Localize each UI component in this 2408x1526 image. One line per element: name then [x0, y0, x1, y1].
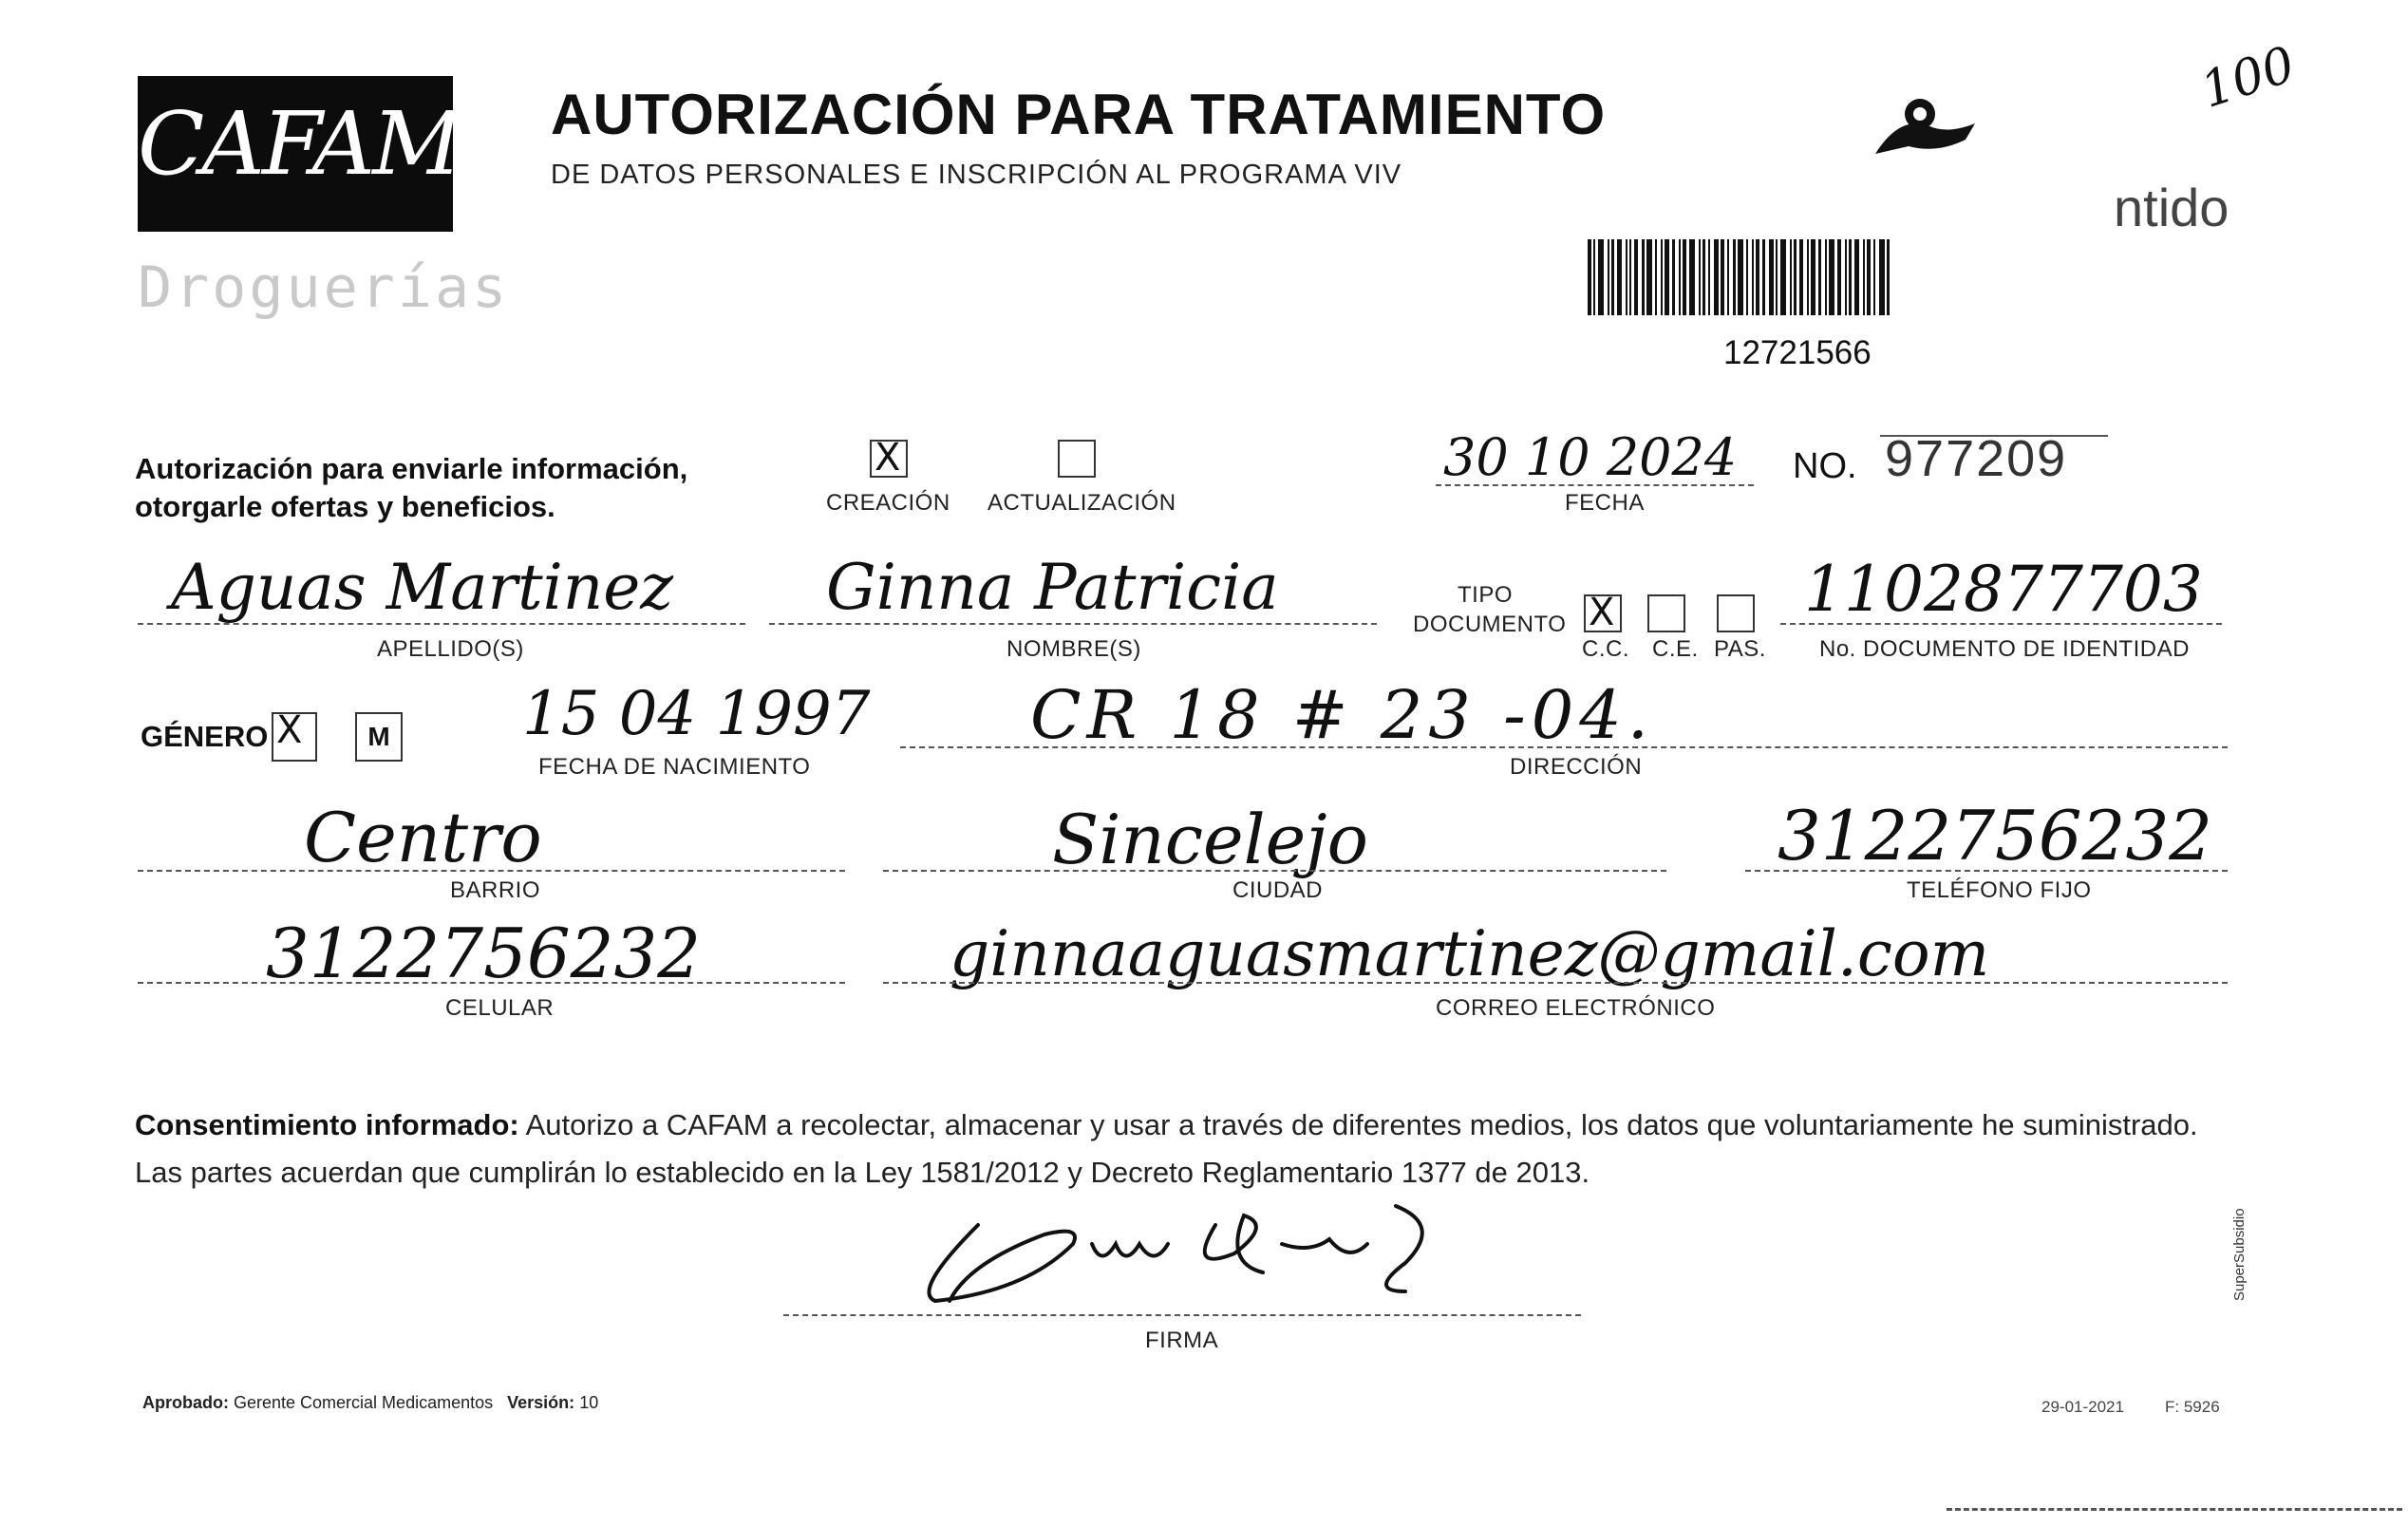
- barcode-bar: [1617, 239, 1622, 315]
- authorization-text: [135, 450, 687, 526]
- cc-checkbox[interactable]: [1584, 594, 1622, 632]
- fecha-value: 30 10 2024: [1443, 427, 1738, 487]
- celular-label: CELULAR: [445, 995, 555, 1021]
- authorization-text-line1: Autorización para enviarle información,: [135, 452, 688, 485]
- barcode-bar: [1721, 239, 1724, 315]
- viv-emblem-icon: [1871, 87, 1985, 163]
- nombres-value: Ginna Patricia: [826, 551, 1279, 624]
- barcode-bar: [1799, 239, 1803, 315]
- barcode-bar: [1611, 239, 1614, 315]
- actualizacion-label: ACTUALIZACIÓN: [988, 490, 1176, 516]
- nacimiento-label: FECHA DE NACIMIENTO: [538, 754, 811, 780]
- barcode-bar: [1752, 239, 1754, 315]
- consent-line1-rest: Autorizo a CAFAM a recolectar, almacenar y usar a través de diferentes medios, los datos que voluntariamente he suministrado.: [518, 1108, 2198, 1141]
- consent-line2: Las partes acuerdan que cumplirán lo establecido en la Ley 1581/2012 y Decreto Reglamentario 1377 de 2013.: [135, 1156, 1590, 1189]
- droguerias-text: Droguerías: [138, 254, 510, 321]
- barcode-bar: [1655, 239, 1657, 315]
- barcode-bar: [1598, 239, 1604, 315]
- aprobado-value: Gerente Comercial Medicamentos: [234, 1393, 494, 1412]
- genero-label: GÉNERO: [141, 720, 269, 753]
- authorization-text-line2: otorgarle ofertas y beneficios.: [135, 490, 555, 523]
- barcode-bar: [1727, 239, 1729, 315]
- barcode-bar: [1867, 239, 1871, 315]
- barcode-bar: [1769, 239, 1774, 315]
- tipo-label-1: TIPO: [1458, 582, 1514, 608]
- apellidos-value: Aguas Martinez: [171, 551, 674, 624]
- consent-bold-label: Consentimiento informado:: [135, 1108, 519, 1141]
- corner-note: 100: [2194, 36, 2303, 120]
- barcode-bar: [1780, 239, 1786, 315]
- nombres-label: NOMBRE(S): [1006, 636, 1141, 662]
- barcode-bar: [1699, 239, 1701, 315]
- footer-date: 29-01-2021: [2041, 1398, 2124, 1416]
- documento-label: No. DOCUMENTO DE IDENTIDAD: [1819, 636, 2190, 662]
- barcode-bar: [1689, 239, 1695, 315]
- barrio-value: Centro: [304, 798, 542, 877]
- ciudad-label: CIUDAD: [1232, 877, 1324, 903]
- barcode-bar: [1738, 239, 1743, 315]
- barcode-bar: [1807, 239, 1809, 315]
- barcode-bar: [1626, 239, 1627, 315]
- barcode-bar: [1879, 239, 1885, 315]
- barcode-bar: [1733, 239, 1736, 315]
- barcode-bar: [1818, 239, 1821, 315]
- barrio-label: BARRIO: [450, 877, 541, 903]
- direccion-value: CR 18 # 23 -04.: [1030, 676, 1655, 754]
- barcode-bar: [1714, 239, 1719, 315]
- fecha-label: FECHA: [1565, 490, 1645, 516]
- footer-approval: [142, 1393, 598, 1413]
- barcode-bar: [1794, 239, 1797, 315]
- barcode-bar: [1762, 239, 1765, 315]
- barcode-bar: [1854, 239, 1859, 315]
- ciudad-value: Sincelejo: [1052, 800, 1368, 879]
- consent-text: [135, 1102, 2262, 1196]
- corner-text: ntido: [2114, 178, 2229, 237]
- pas-label: PAS.: [1714, 636, 1766, 662]
- telefono-value: 3122756232: [1778, 796, 2213, 876]
- version-value: 10: [579, 1393, 599, 1412]
- barcode-bar: [1873, 239, 1875, 315]
- nacimiento-value: 15 04 1997: [522, 679, 871, 749]
- barcode-bar: [1634, 239, 1638, 315]
- barcode-bar: [1756, 239, 1759, 315]
- actualizacion-checkbox[interactable]: [1058, 440, 1096, 478]
- pas-checkbox[interactable]: [1717, 594, 1755, 632]
- genero-f-checkbox[interactable]: [272, 712, 317, 762]
- footer-code: F: 5926: [2165, 1398, 2220, 1416]
- barcode: [1588, 239, 1964, 315]
- barcode-bar: [1829, 239, 1834, 315]
- barcode-bar: [1811, 239, 1815, 315]
- barcode-bar: [1646, 239, 1652, 315]
- barcode-bar: [1629, 239, 1631, 315]
- barcode-bar: [1683, 239, 1686, 315]
- telefono-label: TELÉFONO FIJO: [1907, 877, 2092, 903]
- creacion-label: CREACIÓN: [826, 490, 950, 516]
- correo-value: ginnaaguasmartinez@gmail.com: [950, 917, 1990, 990]
- cc-label: C.C.: [1582, 636, 1629, 662]
- barcode-bar: [1849, 239, 1852, 315]
- barcode-bar: [1703, 239, 1705, 315]
- barcode-bar: [1746, 239, 1748, 315]
- barcode-bar: [1642, 239, 1645, 315]
- documento-value: 1102877703: [1804, 553, 2203, 626]
- creacion-checkbox[interactable]: [870, 440, 908, 478]
- no-value: 977209: [1885, 430, 2068, 487]
- barcode-bar: [1679, 239, 1681, 315]
- barcode-bar: [1825, 239, 1827, 315]
- consent-line1: [135, 1102, 2262, 1149]
- barcode-bar: [1863, 239, 1865, 315]
- barcode-bar: [1776, 239, 1778, 315]
- no-label: NO.: [1793, 446, 1857, 486]
- cafam-logo-text: CAFAM: [138, 93, 460, 195]
- barcode-bar: [1845, 239, 1847, 315]
- barcode-bar: [1661, 239, 1663, 315]
- aprobado-label: Aprobado:: [142, 1393, 229, 1412]
- ce-checkbox[interactable]: [1647, 594, 1685, 632]
- apellidos-label: APELLIDO(S): [377, 636, 524, 662]
- barcode-bar: [1708, 239, 1710, 315]
- barcode-bar: [1790, 239, 1792, 315]
- barcode-bar: [1887, 239, 1890, 315]
- barcode-bar: [1593, 239, 1595, 315]
- barcode-bar: [1665, 239, 1669, 315]
- direccion-label: DIRECCIÓN: [1510, 754, 1643, 780]
- version-label: Versión:: [507, 1393, 575, 1412]
- barcode-bar: [1837, 239, 1841, 315]
- ce-label: C.E.: [1652, 636, 1699, 662]
- celular-value: 3122756232: [266, 914, 702, 993]
- barcode-bar: [1608, 239, 1609, 315]
- barcode-bar: [1672, 239, 1675, 315]
- genero-m-checkbox[interactable]: M: [355, 712, 403, 762]
- signature-drawing: [912, 1187, 1462, 1320]
- correo-label: CORREO ELECTRÓNICO: [1436, 995, 1716, 1021]
- supersubsidio-text: SuperSubsidio: [2231, 1208, 2248, 1301]
- document-subtitle: DE DATOS PERSONALES E INSCRIPCIÓN AL PROGRAMA VIV: [551, 160, 1402, 190]
- barcode-bar: [1588, 239, 1591, 315]
- document-title: AUTORIZACIÓN PARA TRATAMIENTO: [551, 83, 1607, 146]
- barcode-number: 12721566: [1723, 334, 1872, 371]
- tipo-label-2: DOCUMENTO: [1413, 612, 1567, 637]
- firma-label: FIRMA: [1145, 1328, 1219, 1353]
